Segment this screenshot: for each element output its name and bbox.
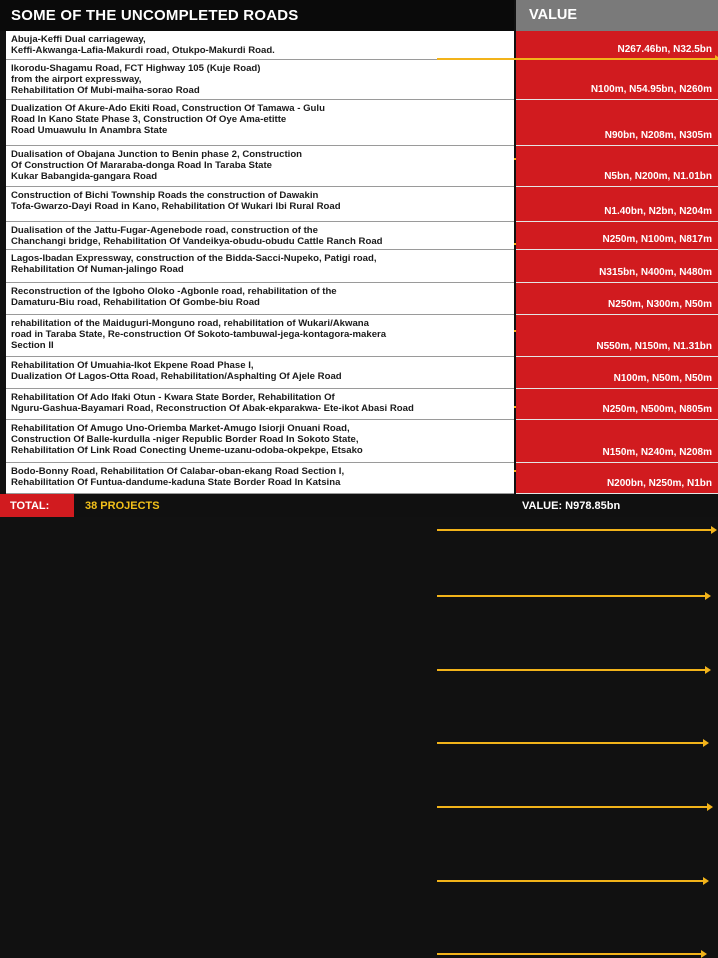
row-value-cell [516, 463, 718, 494]
row-value-cell [516, 315, 718, 357]
arrow-icon [437, 669, 707, 671]
row-description-cell [6, 389, 514, 420]
row-description-cell [6, 315, 514, 357]
table-row [0, 389, 718, 420]
row-value: N90bn, N208m, N305m [604, 130, 712, 141]
row-value: N267.46bn, N32.5bn [617, 44, 712, 55]
row-description-cell [6, 463, 514, 494]
row-value: N5bn, N200m, N1.01bn [604, 171, 712, 182]
table-row [0, 146, 718, 187]
row-description: Dualization Of Akure-Ado Ekiti Road, Construction Of Tamawa - Gulu Road In Kano State Phase 3, Construction Of Oye Ama-etitte Road Umuawulu In Anambra State [11, 103, 325, 136]
row-description: Abuja-Keffi Dual carriageway, Keffi-Akwanga-Lafia-Makurdi road, Otukpo-Makurdi Road. [11, 34, 275, 56]
table-row [0, 187, 718, 222]
table-row [0, 222, 718, 250]
row-value: N200bn, N250m, N1bn [606, 478, 712, 489]
row-description-cell [6, 283, 514, 315]
row-value-cell [516, 31, 718, 60]
row-value: N250m, N300m, N50m [608, 299, 712, 310]
row-value-cell [516, 389, 718, 420]
footer-total-label: TOTAL: [10, 500, 50, 512]
row-description-cell [6, 420, 514, 463]
row-value-cell [516, 60, 718, 100]
row-value: N100m, N50m, N50m [613, 373, 712, 384]
row-value-cell [516, 420, 718, 463]
row-description: Lagos-Ibadan Expressway, construction of the Bidda-Sacci-Nupeko, Patigi road, Rehabilitation Of Numan-jalingo Road [11, 253, 377, 275]
header-value-label: VALUE [529, 7, 578, 23]
row-value: N250m, N100m, N817m [602, 234, 712, 245]
row-description-cell [6, 146, 514, 187]
row-description: Rehabilitation Of Amugo Uno-Oriemba Market-Amugo Isiorji Onuani Road, Construction Of Balle-kurdulla -niger Republic Border Road In Sokoto State, Rehabilitation Of Link Road Conecting Uneme-uzanu-odoba-okpekpe, Etsako [11, 423, 363, 456]
row-value: N250m, N500m, N805m [602, 404, 712, 415]
row-description: Dualisation of Obajana Junction to Benin phase 2, Construction Of Construction Of Mararaba-donga Road In Taraba State Kukar Babangida-gangara Road [11, 149, 303, 182]
footer-projects-count: 38 PROJECTS [85, 500, 160, 512]
row-description: Ikorodu-Shagamu Road, FCT Highway 105 (Kuje Road) from the airport expressway, Rehabilitation Of Mubi-maiha-sorao Road [11, 63, 261, 96]
row-value-cell [516, 146, 718, 187]
arrow-icon [437, 742, 705, 744]
row-description: Rehabilitation Of Ado Ifaki Otun - Kwara State Border, Rehabilitation Of Nguru-Gashua-Bayamari Road, Reconstruction Of Abak-ekparakwa- Ete-ikot Abasi Road [11, 392, 414, 414]
row-value-cell [516, 357, 718, 389]
row-value: N100m, N54.95bn, N260m [590, 84, 712, 95]
row-description-cell [6, 60, 514, 100]
row-description: rehabilitation of the Maiduguri-Monguno road, rehabilitation of Wukari/Akwana road in Taraba State, Re-construction Of Sokoto-tambuwal-jega-kontagora-makera Section II [11, 318, 387, 351]
row-description-cell [6, 250, 514, 283]
table-row [0, 463, 718, 494]
table-row [0, 31, 718, 60]
row-description: Dualisation of the Jattu-Fugar-Agenebode road, construction of the Chanchangi bridge, Rehabilitation Of Vandeikya-obudu-obudu Cattle Ranch Road [11, 225, 383, 247]
header-title: SOME OF THE UNCOMPLETED ROADS [11, 7, 299, 24]
row-value: N315bn, N400m, N480m [599, 267, 712, 278]
arrow-icon [437, 953, 703, 955]
footer-total-value: VALUE: N978.85bn [522, 500, 621, 512]
row-description-cell [6, 357, 514, 389]
table-row [0, 420, 718, 463]
row-description-cell [6, 187, 514, 222]
row-description: Construction of Bichi Township Roads the construction of Dawakin Tofa-Gwarzo-Dayi Road in Kano, Rehabilitation Of Wukari Ibi Rural Road [11, 190, 341, 212]
row-value-cell [516, 283, 718, 315]
row-description: Reconstruction of the Igboho Oloko -Agbonle road, rehabilitation of the Damaturu-Biu road, Rehabilitation Of Gombe-biu Road [11, 286, 337, 308]
row-value-cell [516, 100, 718, 146]
table-row [0, 250, 718, 283]
table-row [0, 283, 718, 315]
row-value: N550m, N150m, N1.31bn [596, 341, 712, 352]
table-row [0, 60, 718, 100]
arrow-icon [437, 595, 707, 597]
arrow-icon [437, 806, 709, 808]
arrow-icon [437, 880, 705, 882]
row-description-cell [6, 222, 514, 250]
table-footer [0, 494, 718, 517]
row-description-cell [6, 100, 514, 146]
row-value: N1.40bn, N2bn, N204m [604, 206, 712, 217]
row-value: N150m, N240m, N208m [602, 447, 712, 458]
row-description: Bodo-Bonny Road, Rehabilitation Of Calabar-oban-ekang Road Section I, Rehabilitation Of Funtua-dandume-kaduna State Border Road In Katsina [11, 466, 345, 488]
row-value-cell [516, 222, 718, 250]
arrow-icon [437, 529, 713, 531]
row-description-cell [6, 31, 514, 60]
table-row [0, 357, 718, 389]
row-description: Rehabilitation Of Umuahia-Ikot Ekpene Road Phase I, Dualization Of Lagos-Otta Road, Rehabilitation/Asphalting Of Ajele Road [11, 360, 342, 382]
row-value-cell [516, 250, 718, 283]
table-row [0, 315, 718, 357]
row-value-cell [516, 187, 718, 222]
table-header [0, 0, 718, 31]
table-row [0, 100, 718, 146]
